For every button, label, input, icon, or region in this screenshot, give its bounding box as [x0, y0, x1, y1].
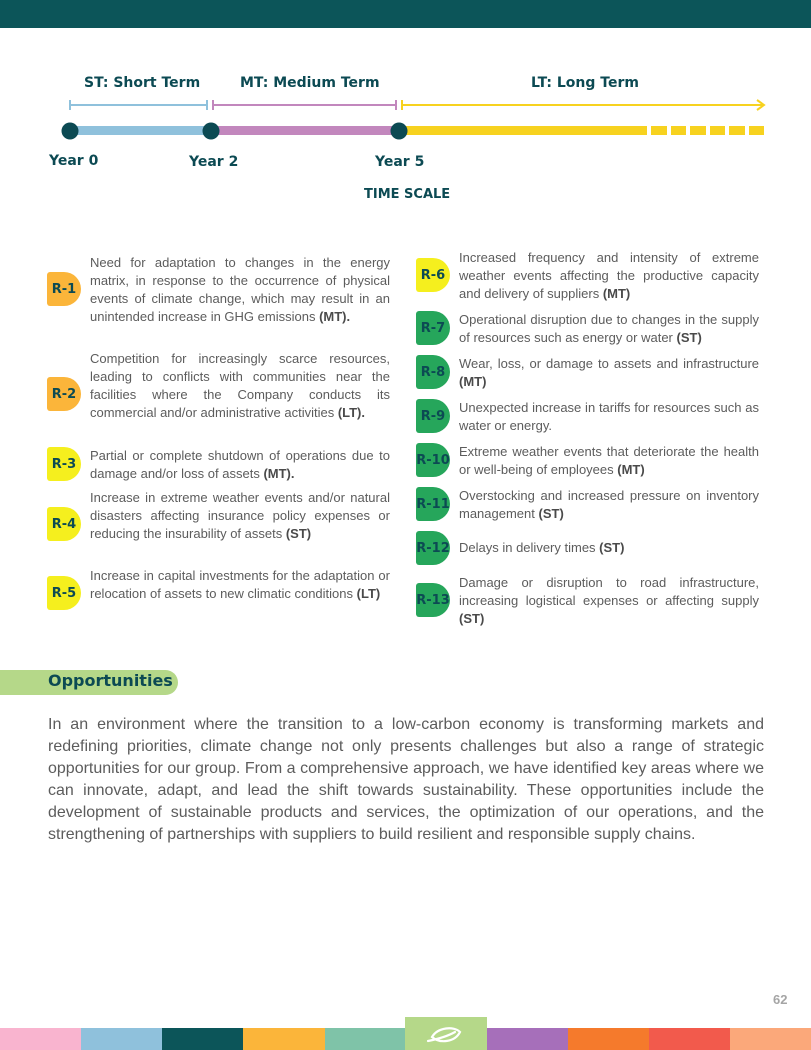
risk-description: Increased frequency and intensity of extreme weather events affecting the productive capacity and delivery of suppliers (MT) [459, 250, 759, 301]
term-label-medium: MT: Medium Term [240, 75, 380, 91]
risk-description: Wear, loss, or damage to assets and infrastructure (MT) [459, 356, 759, 389]
term-label-long: LT: Long Term [531, 75, 639, 91]
opportunities-paragraph: In an environment where the transition to a low-carbon economy is transforming markets and redefining priorities, climate change not only presents challenges but also a range of strategic opportunities for our group. From a comprehensive approach, we have identified key areas where we can innovate, adapt, and lead the shift towards sustainability. These opportunities include the development of sustainable products and services, the optimization of our operations, and the strengthening of partnerships with suppliers to build resilient and responsible supply chains. [48, 716, 764, 843]
risk-badge: R-13 [416, 583, 450, 617]
section-title: Opportunities [48, 671, 173, 690]
risk-badge: R-5 [47, 576, 81, 610]
footer-segment [568, 1028, 649, 1050]
footer-segment [730, 1028, 811, 1050]
year-5-marker [391, 123, 408, 140]
risk-description: Damage or disruption to road infrastructure, increasing logistical expenses or affecting supply (ST) [459, 575, 759, 626]
risk-badge: R-10 [416, 443, 450, 477]
short-term-bar [70, 126, 211, 135]
risk-badge: R-2 [47, 377, 81, 411]
long-term-dashes [651, 126, 764, 135]
footer-segment [162, 1028, 243, 1050]
risk-description: Increase in extreme weather events and/or natural disasters affecting insurance policy expenses or reducing the insurability of assets (ST) [90, 490, 390, 541]
risk-description: Delays in delivery times (ST) [459, 540, 625, 555]
leaf-icon [405, 1017, 487, 1050]
footer-segment [649, 1028, 730, 1050]
year-2-marker [203, 123, 220, 140]
risk-badge: R-8 [416, 355, 450, 389]
risk-description: Operational disruption due to changes in the supply of resources such as energy or water (ST) [459, 312, 759, 345]
risk-description: Extreme weather events that deteriorate the health or well-being of employees (MT) [459, 444, 759, 477]
risk-description: Need for adaptation to changes in the energy matrix, in response to the occurrence of physical events of climate change, which may result in an unintended increase in GHG emissions (MT). [90, 255, 390, 324]
risk-badge: R-4 [47, 507, 81, 541]
risk-badge: R-9 [416, 399, 450, 433]
medium-term-bracket [213, 100, 396, 110]
year-label-5: Year 5 [375, 154, 425, 170]
page-number: 62 [773, 992, 788, 1007]
long-term-bar [399, 126, 647, 135]
risk-description: Competition for increasingly scarce resources, leading to conflicts with communities near the facilities where the Company conducts its commercial and/or administrative activities (LT). [90, 351, 390, 420]
footer-segment [0, 1028, 81, 1050]
top-banner [0, 0, 811, 28]
footer-segment [243, 1028, 325, 1050]
footer-segment [81, 1028, 162, 1050]
timeline-graphic [0, 95, 811, 145]
footer-segment [405, 1017, 487, 1050]
risk-description: Increase in capital investments for the adaptation or relocation of assets to new climatic conditions (LT) [90, 568, 390, 601]
risk-badge: R-7 [416, 311, 450, 345]
short-term-bracket [70, 100, 207, 110]
year-label-2: Year 2 [189, 154, 239, 170]
year-label-0: Year 0 [49, 153, 99, 169]
risk-badge: R-6 [416, 258, 450, 292]
risk-description: Unexpected increase in tariffs for resources such as water or energy. [459, 400, 759, 433]
risk-description: Partial or complete shutdown of operations due to damage and/or loss of assets (MT). [90, 448, 390, 481]
year-0-marker [62, 123, 79, 140]
risk-badge: R-3 [47, 447, 81, 481]
footer-segment [325, 1028, 406, 1050]
term-label-short: ST: Short Term [84, 75, 201, 91]
footer-segment [487, 1028, 568, 1050]
timescale-title: TIME SCALE [364, 187, 451, 202]
risk-description: Overstocking and increased pressure on inventory management (ST) [459, 488, 759, 521]
medium-term-bar [211, 126, 399, 135]
risk-badge: R-1 [47, 272, 81, 306]
risk-badge: R-11 [416, 487, 450, 521]
risk-badge: R-12 [416, 531, 450, 565]
long-term-arrow [402, 100, 764, 110]
